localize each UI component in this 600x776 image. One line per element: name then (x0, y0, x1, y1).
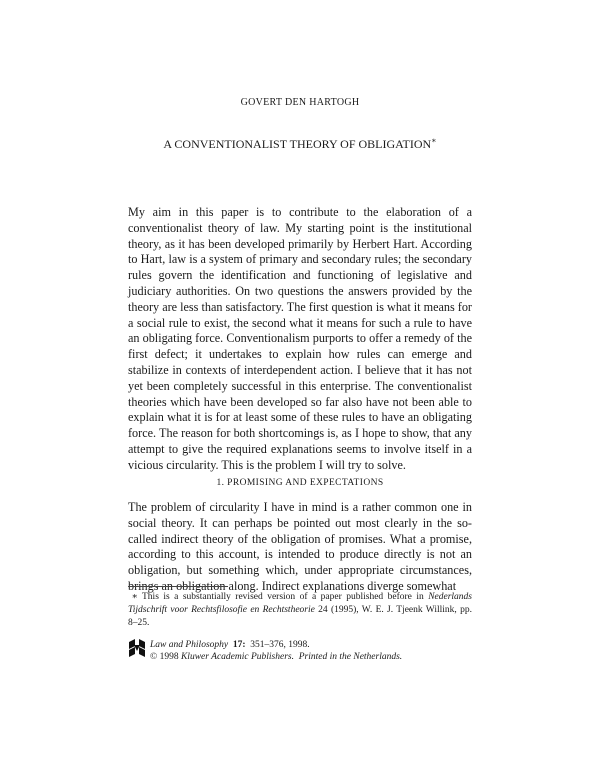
printed-in: Printed in the Netherlands. (298, 652, 403, 662)
copyright-year: © 1998 (150, 652, 179, 662)
footnote-mark: ∗ (131, 592, 138, 602)
copyright-line (150, 651, 402, 663)
intro-paragraph: My aim in this paper is to contribute to the elaboration of a conventionalist theory of law. My starting point is the institutional theory, as it has been developed primarily by Herbert Hart. According to Hart, law is a system of primary and secondary rules; the secondary rules govern the identification and functioning of legislative and judiciary authorities. On two questions the answers provided by the theory are less than satisfactory. The first question is what it means for a social rule to exist, the second what it means for such a rule to have an obligating force. Conventionalism purports to offer a remedy of the first defect; it undertakes to explain how rules can emerge and stabilize in contexts of interdependent action. I believe that it has not yet been completely successful in this enterprise. The conventionalist theories which have been developed so far also have not been able to explain what it is for at least some of these rules to have an obligating force. The reason for both shortcomings is, as I hope to show, that any attempt to give the required explanations seems to involve itself in a vicious circularity. This is the problem I will try to solve. (128, 205, 472, 472)
footnote-text-after: 24 (1995), W. E. J. Tjeenk Willink, pp. 8–25. (128, 605, 472, 628)
journal-name: Law and Philosophy (150, 640, 229, 650)
paper-title-text: A CONVENTIONALIST THEORY OF OBLIGATION (163, 137, 432, 151)
publisher-logo-icon (128, 639, 146, 657)
footnote-text-before: This is a substantially revised version of a paper published before in (142, 592, 429, 602)
author-name: GOVERT DEN HARTOGH (240, 97, 360, 108)
journal-pages: 351–376, 1998. (250, 640, 310, 650)
footnote-divider (128, 586, 228, 587)
journal-volume: 17: (232, 640, 246, 650)
publisher-name: Kluwer Academic Publishers. (180, 652, 294, 662)
section-heading: 1. PROMISING AND EXPECTATIONS (216, 478, 384, 488)
title-footnote-mark: ∗ (431, 136, 437, 145)
section-paragraph: The problem of circularity I have in mind is a rather common one in social theory. It can perhaps be pointed out most clearly in the so-called indirect theory of the obligation of promises. What a promise, according to this account, is intended to produce directly is not an obligation, but something which, under appropriate circumstances, brings an obligation along. Indirect explanations diverge somewhat (128, 500, 472, 593)
footnote-journal: Nederlands Tijdschrift voor Rechtsfilosofie en Rechtstheorie (128, 592, 472, 615)
paper-title (0, 136, 600, 152)
footnote (128, 591, 472, 630)
publication-info (150, 639, 310, 651)
